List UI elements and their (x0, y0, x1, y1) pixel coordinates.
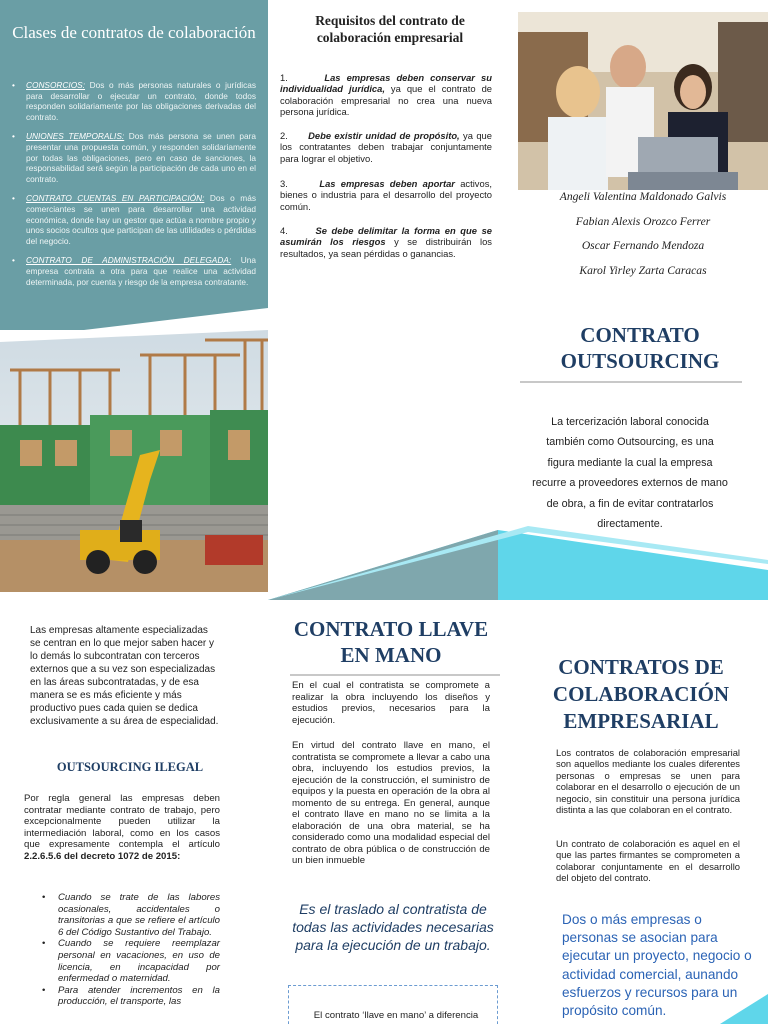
corner-triangle-shape (720, 994, 768, 1024)
list-item: • UNIONES TEMPORALIS: Dos más persona se unen para presentar una propuesta común, y responden solidariamente por todas las obligaciones, pero en caso de sanciones, la responsabilidad será según la participación de cada uno en el contrato. (10, 131, 256, 184)
divider (290, 674, 500, 676)
outsourcing-bullets (40, 892, 220, 1008)
colaboracion-paragraph: Un contrato de colaboración es aquel en el que las partes firmantes se comprometen a colaborar conjuntamente en el desarrollo del objeto del contrato. (556, 838, 740, 884)
clases-title: Clases de contratos de colaboración (12, 23, 256, 42)
list-item: • CONTRATO DE ADMINISTRACIÓN DELEGADA: Una empresa contrata a otra para que realice una actividad determinada, por cuenta y riesgo de la empresa contratante. (10, 255, 256, 287)
list-item: • CONTRATO CUENTAS EN PARTICIPACIÓN: Dos o más comerciantes se unen para desarrollar una actividad económica, donde hay un gestor que actúa a nombre propio y unos socios ocultos que participan de las utilidades o pérdidas del negocio. (10, 193, 256, 246)
requisito-item: 2. Debe existir unidad de propósito, ya que los contratantes deben trabajar conjuntamente para lograr el objetivo. (280, 130, 492, 164)
outsourcing-ilegal-paragraph: Por regla general las empresas deben contratar mediante contrato de trabajo, pero excepcionalmente pueden utilizar la intermediación laboral, como en los casos que expresamente contempla el artículo 2.2.6.5.6 del decreto 1072 de 2015: (24, 793, 220, 862)
outsourcing-title: CONTRATO OUTSOURCING (560, 323, 720, 373)
outsourcing-text: La tercerización laboral conocida también como Outsourcing, es una figura mediante la cual la empresa recurre a proveedores externos de mano de obra, a fin de evitar contratarlos directamente. (532, 416, 728, 531)
llave-quote: Es el traslado al contratista de todas las actividades necesarias para la ejecución de un trabajo. (292, 901, 494, 953)
colaboracion-highlight: Dos o más empresas o personas se asocian para ejecutar un proyecto, negocio o actividad comercial, aunando esfuerzos y recursos para un propósito común. (562, 912, 752, 1019)
author-name: Angeli Valentina Maldonado Galvis (559, 190, 727, 203)
requisito-item: 3. Las empresas deben aportar activos, bienes o industria para el desarrollo del proyecto común. (280, 178, 492, 212)
divider (520, 381, 742, 383)
list-item: • CONSORCIOS: Dos o más personas naturales o jurídicas para desarrollar o ejecutar un contrato, donde todos responden solidariamente por las obligaciones derivadas del contrato. (10, 80, 256, 122)
llave-paragraph: En virtud del contrato llave en mano, el contratista se compromete a llevar a cabo una obra, incluyendo los estudios previos, la ejecución de la construcción, el suministro de equipos y la puesta en operación de la obra al momento de su entrega. En general, aunque el contrato llave en mano no se limita a la elaboración de una obra material, se ha considerado como una modalidad especial del contrato de obra pública o de construcción de un bien inmueble (292, 740, 490, 866)
clases-list (10, 80, 256, 296)
construction-image (0, 330, 268, 592)
author-name: Oscar Fernando Mendoza (581, 239, 705, 252)
colaboracion-title: CONTRATOS DE COLABORACIÓN EMPRESARIAL (552, 655, 730, 733)
requisitos-title: Requisitos del contrato de colaboración empresarial (315, 13, 465, 45)
outsourcing-ilegal-title: OUTSOURCING ILEGAL (56, 760, 204, 774)
list-item: • Cuando se requiere reemplazar personal en vacaciones, en uso de licencia, en incapacidad por enfermedad o maternidad. (40, 938, 220, 984)
requisito-item: 4. Se debe delimitar la forma en que se asumirán los riesgos y se distribuirán los resultados, ya sean pérdidas o ganancias. (280, 225, 492, 259)
author-name: Fabian Alexis Orozco Ferrer (575, 215, 711, 228)
colaboracion-paragraph: Los contratos de colaboración empresarial son aquellos mediante los cuales diferentes personas o empresas se unen para colaborar en el desarrollo o ejecución de un negocio, sin constituir una persona jurídica distinta a las que colaboran en el contrato. (556, 747, 740, 816)
llave-paragraph: En el cual el contratista se compromete a realizar la obra incluyendo los diseños y estudios previos, necesarios para la ejecución. (292, 680, 490, 726)
office-team-photo (518, 12, 768, 190)
requisito-item: 1. Las empresas deben conservar su individualidad jurídica, ya que el contrato de colaboración empresarial no crea una nueva persona jurídica. (280, 72, 492, 118)
list-item: • Cuando se trate de las labores ocasionales, accidentales o transitorias a que se refiere el artículo 6 del Código Sustantivo del Trabajo. (40, 892, 220, 938)
llave-title: CONTRATO LLAVE EN MANO (293, 617, 489, 667)
list-item: • Para atender incrementos en la producción, el transporte, las (40, 985, 220, 1008)
outsourcing-paragraph: Las empresas altamente especializadas se centran en lo que mejor saben hacer y lo demás lo subcontratan con terceros externos que a su vez son especializadas en las áreas subcontratadas, y de esa manera se es más eficiente y más productivo pues cada quien se dedica exclusivamente a su área de especialidad. (30, 625, 219, 727)
author-name: Karol Yirley Zarta Caracas (579, 264, 707, 277)
llave-box-text: El contrato ‘llave en mano’ a diferencia (313, 1010, 479, 1021)
